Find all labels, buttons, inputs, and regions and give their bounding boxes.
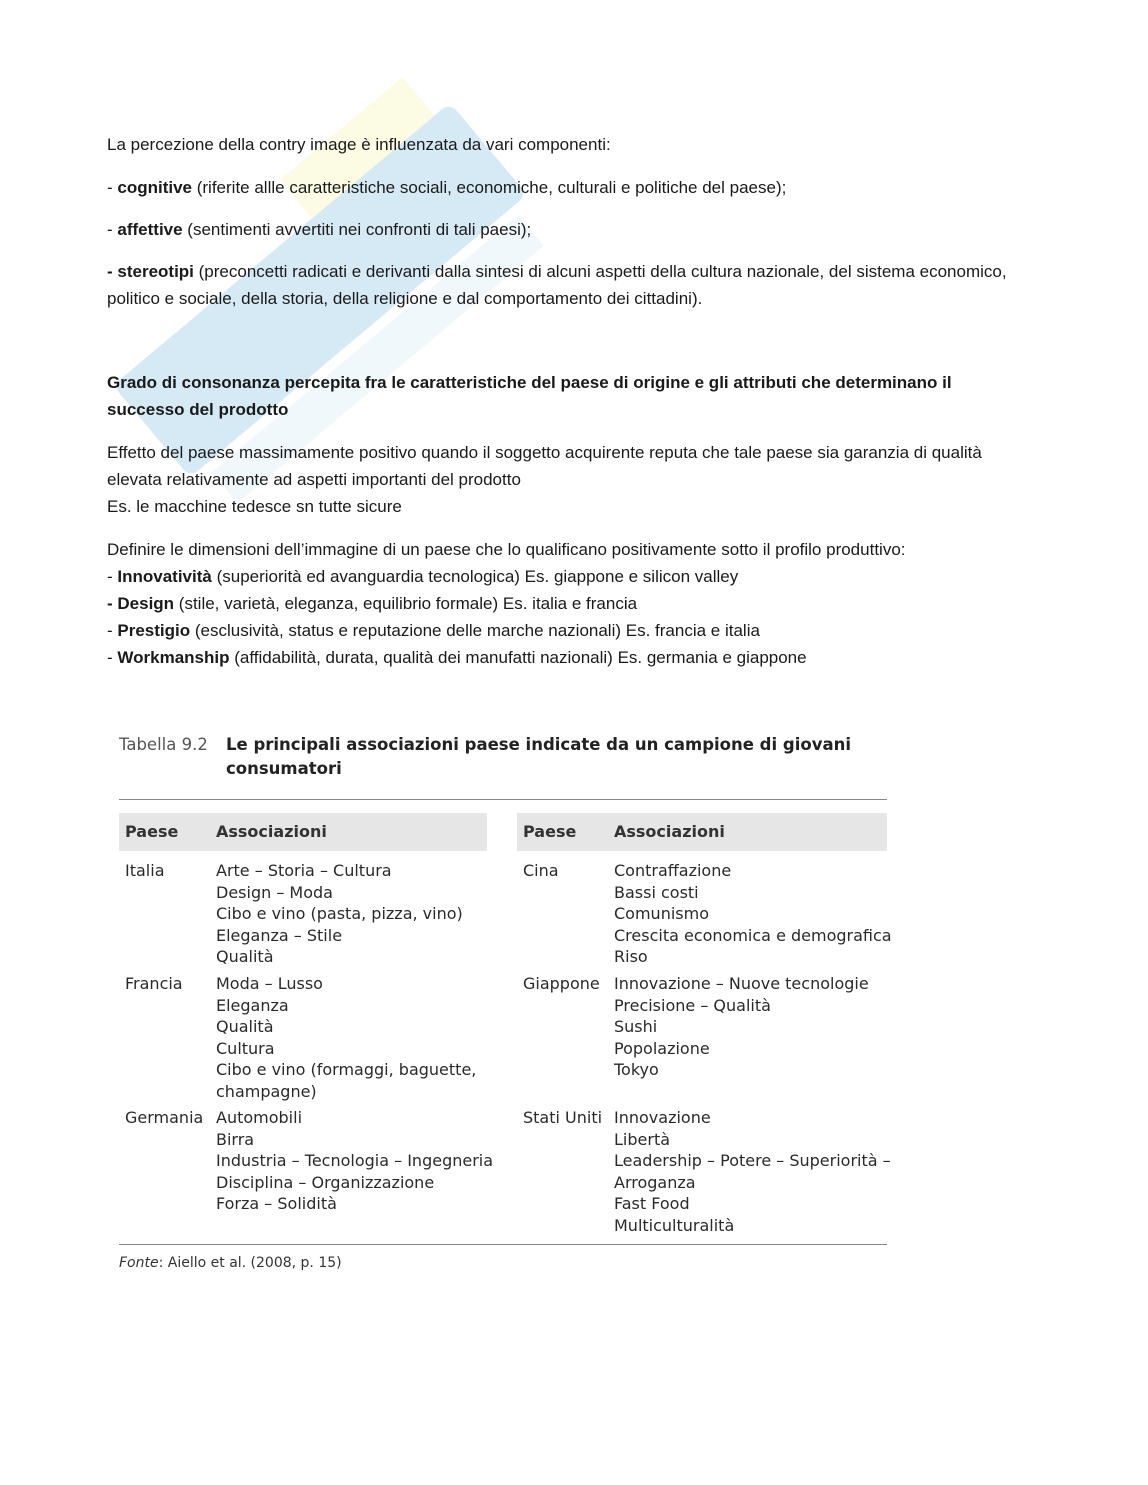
bullet-prefix: - [107, 178, 118, 197]
section-heading [107, 369, 1037, 423]
table-title: Le principali associazioni paese indicate da un campione di giovani consumatori [226, 735, 851, 778]
associations-italia: Arte – Storia – Cultura Design – Moda Cibo e vino (pasta, pizza, vino) Eleganza – Stile Qualità [216, 861, 463, 966]
dimension-item: - Innovatività (superiorità ed avanguardia tecnologica) Es. giappone e silicon valley [107, 567, 739, 586]
country-francia: Francia [125, 974, 183, 993]
header-associations: Associazioni [216, 822, 327, 841]
bullet-prefix: - [107, 220, 118, 239]
table-top-rule [119, 799, 887, 800]
source-label: Fonte [119, 1255, 159, 1271]
component-term: cognitive [117, 178, 193, 197]
header-country: Paese [523, 822, 577, 841]
country-stati-uniti: Stati Uniti [523, 1108, 603, 1127]
intro-line: La percezione della contry image è influenzata da vari componenti: [107, 135, 611, 154]
source-text: : Aiello et al. (2008, p. 15) [158, 1255, 342, 1271]
dimensions-intro: Definire le dimensioni dell’immagine di un paese che lo qualificano positivamente sotto il profilo produttivo: [107, 540, 906, 559]
header-associations: Associazioni [614, 822, 725, 841]
heading-text: Grado di consonanza percepita fra le caratteristiche del paese di origine e gli attributi che determinano il successo del prodotto [107, 373, 952, 419]
component-cognitive [107, 174, 1037, 201]
component-desc: (preconcetti radicati e derivanti dalla sintesi di alcuni aspetti della cultura nazionale, del sistema economico, politico e sociale, della storia, della religione e dal comportamento dei cittadini). [107, 262, 1007, 308]
country-germania: Germania [125, 1108, 204, 1127]
component-desc: (riferite allle caratteristiche sociali, economiche, culturali e politiche del paese); [192, 178, 787, 197]
table-caption [119, 733, 889, 781]
component-affettive [107, 216, 1037, 243]
effect-text: Effetto del paese massimamente positivo quando il soggetto acquirente reputa che tale paese sia garanzia di qualità elevata relativamente ad aspetti importanti del prodotto [107, 443, 982, 489]
effect-paragraph [107, 439, 1037, 520]
associations-giappone: Innovazione – Nuove tecnologie Precisione – Qualità Sushi Popolazione Tokyo [614, 974, 869, 1079]
table-header-left [119, 813, 487, 851]
component-stereotipi [107, 258, 1037, 312]
component-term: affettive [117, 220, 183, 239]
country-italia: Italia [125, 861, 165, 880]
country-cina: Cina [523, 861, 559, 880]
header-country: Paese [125, 822, 179, 841]
example-text: Es. le macchine tedesce sn tutte sicure [107, 497, 402, 516]
table-label: Tabella 9.2 [119, 735, 208, 754]
associations-cina: Contraffazione Bassi costi Comunismo Crescita economica e demografica Riso [614, 861, 892, 966]
associations-stati-uniti: Innovazione Libertà Leadership – Potere – Superiorità – Arroganza Fast Food Multiculturalità [614, 1108, 891, 1235]
country-giappone: Giappone [523, 974, 600, 993]
table-bottom-rule [119, 1244, 887, 1245]
dimensions-block [107, 536, 1037, 671]
dimension-item: - Workmanship (affidabilità, durata, qualità dei manufatti nazionali) Es. germania e giappone [107, 648, 807, 667]
dimension-item: - Prestigio (esclusività, status e reputazione delle marche nazionali) Es. francia e italia [107, 621, 760, 640]
document-body [107, 131, 1037, 158]
dimension-item: - Design (stile, varietà, eleganza, equilibrio formale) Es. italia e francia [107, 594, 638, 613]
component-desc: (sentimenti avvertiti nei confronti di tali paesi); [182, 220, 532, 239]
table-source [119, 1255, 342, 1271]
associations-francia: Moda – Lusso Eleganza Qualità Cultura Cibo e vino (formaggi, baguette, champagne) [216, 974, 477, 1101]
table-header-right [517, 813, 887, 851]
associations-germania: Automobili Birra Industria – Tecnologia – Ingegneria Disciplina – Organizzazione Forza – Solidità [216, 1108, 494, 1213]
component-term: - stereotipi [107, 262, 194, 281]
